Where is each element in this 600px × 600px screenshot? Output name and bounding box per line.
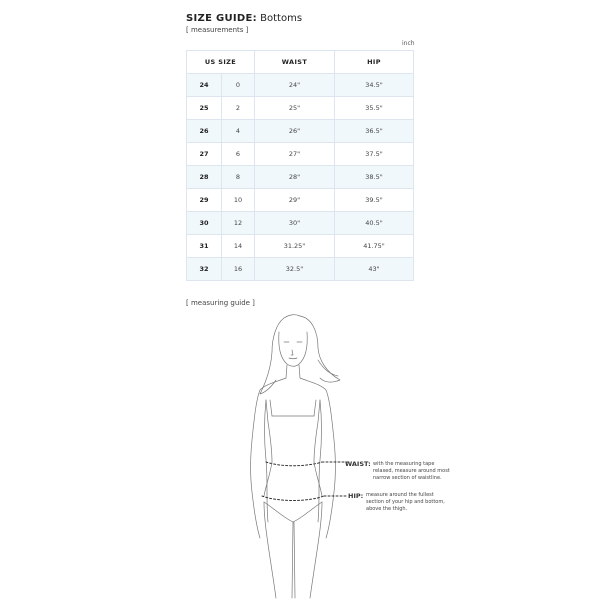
waist-cell: 31.25" (255, 235, 335, 258)
alpha-size-cell: 8 (222, 166, 255, 189)
us-size-cell: 32 (187, 258, 222, 281)
size-table (186, 50, 414, 281)
unit-label: inch (402, 40, 415, 47)
us-size-cell: 27 (187, 143, 222, 166)
us-size-cell: 31 (187, 235, 222, 258)
alpha-size-cell: 12 (222, 212, 255, 235)
title-category: Bottoms (256, 13, 303, 24)
page-title (186, 13, 302, 24)
legs-outline (264, 502, 322, 598)
col-header-hip: HIP (335, 51, 414, 74)
alpha-size-cell: 2 (222, 97, 255, 120)
waist-cell: 28" (255, 166, 335, 189)
waist-cell: 27" (255, 143, 335, 166)
waist-label: WAIST: (345, 460, 371, 468)
measurements-label: [ measurements ] (186, 26, 249, 34)
alpha-size-cell: 0 (222, 74, 255, 97)
waist-cell: 29" (255, 189, 335, 212)
hip-cell: 36.5" (335, 120, 414, 143)
table-row (187, 120, 414, 143)
torso-outline (266, 400, 320, 462)
waist-cell: 32.5" (255, 258, 335, 281)
alpha-size-cell: 16 (222, 258, 255, 281)
measuring-guide-label: [ measuring guide ] (186, 299, 255, 307)
hip-cell: 39.5" (335, 189, 414, 212)
us-size-cell: 24 (187, 74, 222, 97)
waist-measure-line (266, 462, 322, 466)
us-size-cell: 30 (187, 212, 222, 235)
alpha-size-cell: 6 (222, 143, 255, 166)
us-size-cell: 29 (187, 189, 222, 212)
face-outline (279, 332, 307, 366)
waist-cell: 25" (255, 97, 335, 120)
hip-label: HIP: (348, 492, 364, 500)
table-row (187, 97, 414, 120)
table-row (187, 74, 414, 97)
hip-cell: 38.5" (335, 166, 414, 189)
table-row (187, 166, 414, 189)
col-header-us-size: US SIZE (187, 51, 255, 74)
waist-description: with the measuring tape relaxed, measure around most narrow section of waistline. (373, 461, 450, 481)
hip-cell: 37.5" (335, 143, 414, 166)
table-row (187, 258, 414, 281)
alpha-size-cell: 4 (222, 120, 255, 143)
hip-cell: 43" (335, 258, 414, 281)
alpha-size-cell: 10 (222, 189, 255, 212)
hip-cell: 41.75" (335, 235, 414, 258)
us-size-cell: 26 (187, 120, 222, 143)
body-figure-illustration (180, 310, 420, 600)
us-size-cell: 28 (187, 166, 222, 189)
waist-cell: 26" (255, 120, 335, 143)
table-header-row (187, 51, 414, 74)
waist-cell: 30" (255, 212, 335, 235)
hip-measure-line (262, 496, 324, 501)
alpha-size-cell: 14 (222, 235, 255, 258)
hip-description: measure around the fullest section of your hip and bottom, above the thigh. (366, 492, 445, 512)
title-bold: SIZE GUIDE: (186, 13, 257, 24)
waist-cell: 24" (255, 74, 335, 97)
table-body (187, 74, 414, 281)
hair-outline (260, 318, 284, 394)
hair-right-outline (300, 316, 340, 382)
hip-cell: 34.5" (335, 74, 414, 97)
table-row (187, 212, 414, 235)
table-row (187, 143, 414, 166)
col-header-waist: WAIST (255, 51, 335, 74)
us-size-cell: 25 (187, 97, 222, 120)
table-row (187, 235, 414, 258)
hip-cell: 35.5" (335, 97, 414, 120)
table-row (187, 189, 414, 212)
hip-cell: 40.5" (335, 212, 414, 235)
